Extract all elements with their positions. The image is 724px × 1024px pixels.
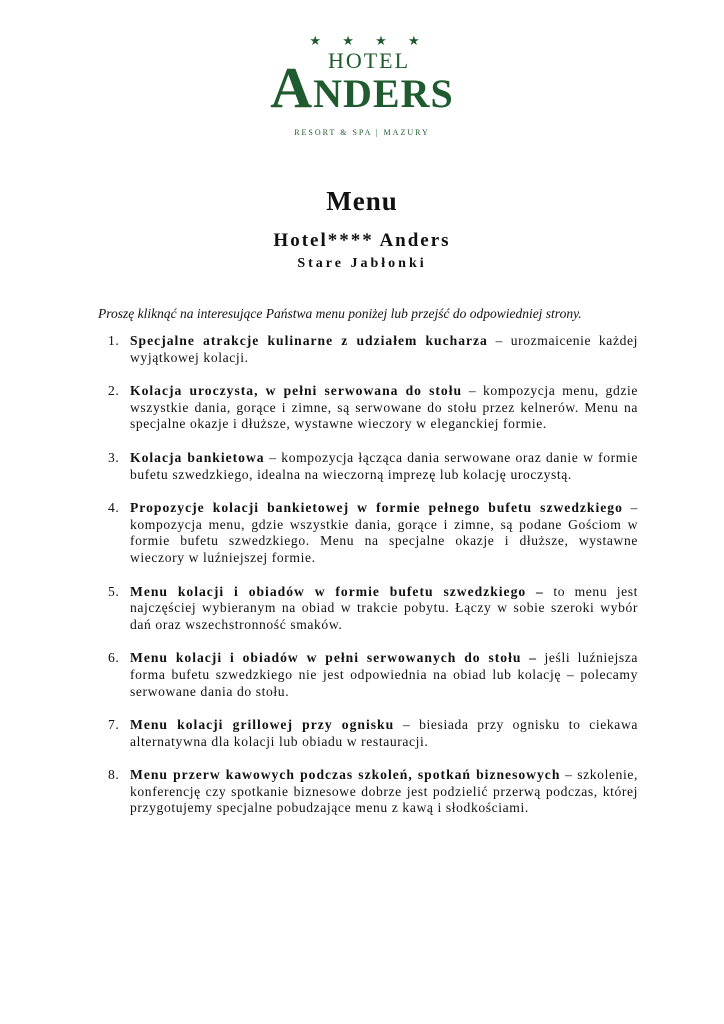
- logo-word-hotel: HOTEL: [327, 48, 411, 73]
- item-description: – kompozycja menu, gdzie wszystkie dania, gorące i zimne, są serwowane do stołu przez kelnerów. Menu na specjalne okazje i dłuższe, wystawne wieczory w eleganckiej formie.: [130, 383, 638, 432]
- item-description: – kompozycja menu, gdzie wszystkie dania, gorące i zimne, są podane Gościom w formie bufetu szwedzkiego. Menu na specjalne okazje i dłuższe, wystawne wieczory w luźniejszej formie.: [130, 500, 638, 565]
- menu-item-link[interactable]: Propozycje kolacji bankietowej w formie pełnego bufetu szwedzkiego: [130, 500, 623, 516]
- logo-stars: ★ ★ ★ ★: [309, 33, 429, 48]
- item-description: – szkolenie, konferencję czy spotkanie biznesowe dobrze jest podzielić przerwą podczas, której przygotujemy specjalne pobudzające menu z kawą i słodkościami.: [130, 767, 638, 816]
- item-description: jeśli luźniejsza forma bufetu szwedzkiego nie jest odpowiednia na obiad lub kolację – polecamy serwowane dania do stołu.: [130, 650, 639, 699]
- menu-item-7[interactable]: [98, 717, 638, 750]
- logo-anders-initial: A: [270, 55, 314, 120]
- menu-item-1[interactable]: [98, 333, 638, 366]
- menu-item-link[interactable]: Menu kolacji grillowej przy ognisku: [130, 717, 395, 733]
- menu-item-3[interactable]: [98, 450, 638, 483]
- item-description: – biesiada przy ognisku to ciekawa alternatywna dla kolacji lub obiadu w restauracji.: [130, 717, 638, 749]
- item-number: 7.: [108, 717, 120, 733]
- menu-item-link[interactable]: Kolacja bankietowa: [130, 449, 265, 465]
- menu-item-2[interactable]: [98, 383, 638, 433]
- item-number: 6.: [108, 650, 120, 666]
- logo-anders-rest: NDERS: [313, 71, 454, 116]
- hotel-location: Stare Jabłonki: [297, 256, 427, 271]
- menu-item-6[interactable]: [98, 650, 638, 700]
- item-number: 5.: [108, 583, 120, 599]
- page-title: Menu: [326, 186, 398, 216]
- intro-text: Proszę kliknąć na interesujące Państwa menu poniżej lub przejść do odpowiedniej strony.: [98, 306, 582, 321]
- item-number: 3.: [108, 449, 120, 465]
- menu-item-link[interactable]: Specjalne atrakcje kulinarne z udziałem kucharza: [130, 333, 488, 348]
- menu-item-link[interactable]: Menu kolacji i obiadów w formie bufetu szwedzkiego –: [130, 583, 544, 599]
- hotel-logo: [0, 34, 724, 138]
- item-description: – urozmaicenie każdej wyjątkowej kolacji.: [130, 333, 638, 365]
- item-description: to menu jest najczęściej wybieranym na obiad w trakcie pobytu. Łączy w sobie szeroki wybór dań oraz wszechstronność smaków.: [130, 583, 638, 632]
- hotel-name: Hotel**** Anders: [273, 230, 451, 251]
- item-number: 8.: [108, 767, 120, 783]
- item-description: – kompozycja łącząca dania serwowane oraz danie w formie bufetu szwedzkiego, idealna na wieczorną imprezę lub kolację uroczystą.: [130, 449, 638, 482]
- menu-item-5[interactable]: [98, 584, 638, 634]
- item-number: 1.: [108, 333, 120, 348]
- menu-item-link[interactable]: Menu kolacji i obiadów w pełni serwowanych do stołu –: [130, 650, 538, 666]
- item-number: 4.: [108, 500, 120, 516]
- menu-item-8[interactable]: [98, 767, 638, 817]
- menu-item-link[interactable]: Menu przerw kawowych podczas szkoleń, spotkań biznesowych: [130, 767, 561, 783]
- menu-item-link[interactable]: Kolacja uroczysta, w pełni serwowana do stołu: [130, 383, 463, 399]
- menu-list: [98, 333, 638, 834]
- menu-item-4[interactable]: [98, 500, 638, 566]
- logo-tagline: RESORT & SPA | MAZURY: [294, 128, 430, 137]
- item-number: 2.: [108, 383, 120, 399]
